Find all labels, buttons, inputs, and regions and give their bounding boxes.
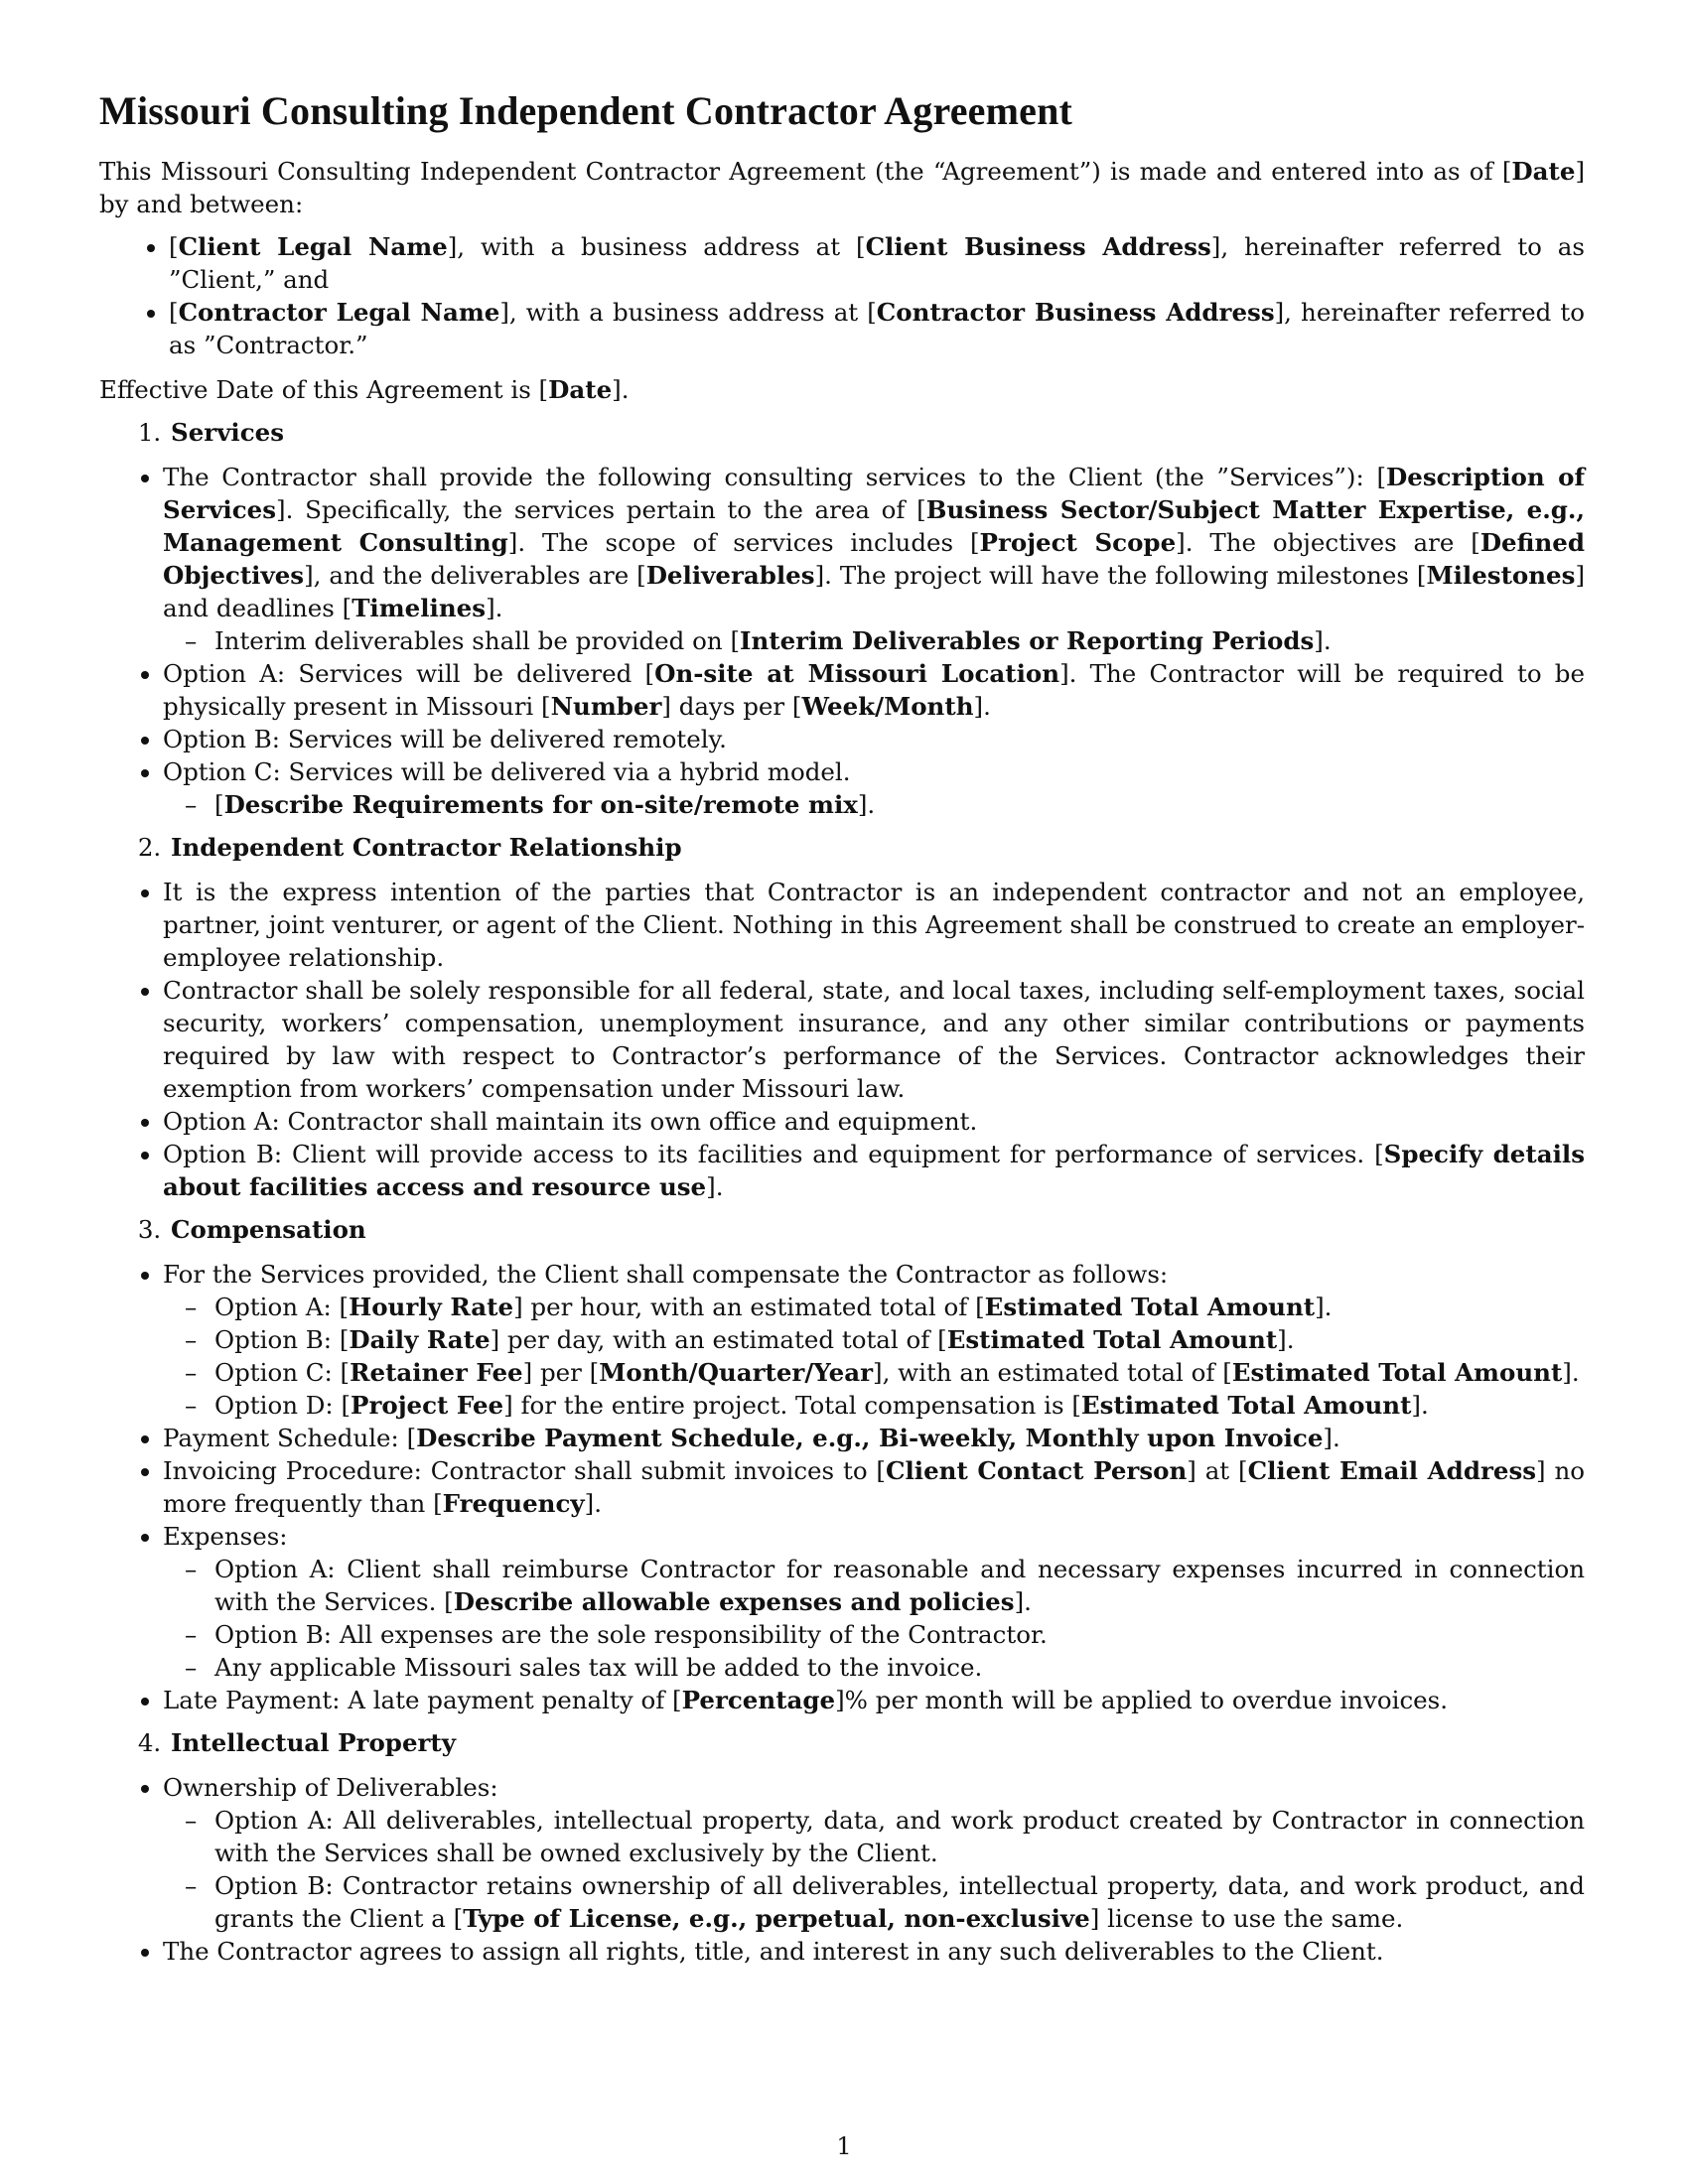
list-item: • Payment Schedule: [Describe Payment Schedule, e.g., Bi-weekly, Monthly upon Invoice]. — [163, 1422, 1585, 1454]
section-title: 2. Independent Contractor Relationship — [171, 833, 682, 862]
section-title: 3. Compensation — [171, 1215, 366, 1244]
list-item: • Option A: Services will be delivered [On-site at Missouri Location]. The Contractor will be required to be physically present in Missouri [Number] days per [Week/Month]. — [163, 657, 1585, 723]
section-independent-contractor — [163, 831, 1585, 1203]
list-item: – Any applicable Missouri sales tax will be added to the invoice. — [214, 1651, 1585, 1684]
document-title: Missouri Consulting Independent Contractor Agreement — [99, 88, 1073, 133]
list-item: – Option A: Client shall reimburse Contractor for reasonable and necessary expenses incurred in connection with the Services. [Describe allowable expenses and policies]. — [214, 1553, 1585, 1618]
list-item: • Expenses: – Option A: Client shall reimburse Contractor for reasonable and necessary expenses incurred in connection with the Services. [Describe allowable expenses and policies]. – Option B: All expenses are the sole responsibility of the Contractor. – Any applicable Missouri sales tax will be added to the invoice. — [163, 1520, 1585, 1684]
list-item: • For the Services provided, the Client shall compensate the Contractor as follows: – Option A: [Hourly Rate] per hour, with an estimated total of [Estimated Total Amount]. – Option B: [Daily Rate] per day, with an estimated total of [Estimated Total Amount]. – Option C: [Retainer Fee] per [Month/Quarter/Year], with an estimated total of [Estimated Total Amount]. – Option D: [Project Fee] for the entire project. Total compensation is [Estimated Total Amount]. — [163, 1258, 1585, 1422]
list-item: – Option A: All deliverables, intellectual property, data, and work product created by Contractor in connection with the Services shall be owned exclusively by the Client. — [214, 1804, 1585, 1869]
page-number: 1 — [836, 2132, 852, 2160]
section-intellectual-property — [163, 1726, 1585, 1968]
intro-paragraph: This Missouri Consulting Independent Contractor Agreement (the “Agreement”) is made and entered into as of [Date] by and between: — [99, 157, 1585, 218]
list-item: – Option A: [Hourly Rate] per hour, with an estimated total of [Estimated Total Amount]. — [214, 1291, 1585, 1323]
list-item: • Late Payment: A late payment penalty of [Percentage]% per month will be applied to overdue invoices. — [163, 1684, 1585, 1716]
list-item: • The Contractor agrees to assign all rights, title, and interest in any such deliverables to the Client. — [163, 1935, 1585, 1968]
section-title: 1. Services — [171, 418, 285, 447]
list-item: – Option C: [Retainer Fee] per [Month/Quarter/Year], with an estimated total of [Estimated Total Amount]. — [214, 1356, 1585, 1389]
list-item: – Option B: [Daily Rate] per day, with an estimated total of [Estimated Total Amount]. — [214, 1323, 1585, 1356]
list-item: – Interim deliverables shall be provided on [Interim Deliverables or Reporting Periods]. — [214, 624, 1585, 657]
list-item: • Invoicing Procedure: Contractor shall submit invoices to [Client Contact Person] at [Client Email Address] no more frequently than [Frequency]. — [163, 1454, 1585, 1520]
list-item: – Option B: Contractor retains ownership of all deliverables, intellectual property, data, and work product, and grants the Client a [Type of License, e.g., perpetual, non-exclusive] license to use the same. — [214, 1869, 1585, 1935]
list-item: – [Describe Requirements for on-site/remote mix]. — [214, 788, 1585, 821]
section-services — [163, 416, 1585, 821]
date-placeholder: Date — [1511, 157, 1576, 186]
list-item: • Option B: Services will be delivered remotely. — [163, 723, 1585, 755]
sections-list — [99, 416, 1585, 1968]
document-page — [99, 87, 1585, 1978]
party-client: • [Client Legal Name], with a business address at [Client Business Address], hereinafter referred to as ”Client,” and — [169, 230, 1585, 296]
list-item: • Contractor shall be solely responsible for all federal, state, and local taxes, including self-employment taxes, social security, workers’ compensation, unemployment insurance, and any other similar contributions or payments required by law with respect to Contractor’s performance of the Services. Contractor acknowledges their exemption from workers’ compensation under Missouri law. — [163, 974, 1585, 1105]
section-compensation — [163, 1213, 1585, 1716]
parties-list — [99, 230, 1585, 361]
list-item: • Ownership of Deliverables: – Option A: All deliverables, intellectual property, data, and work product created by Contractor in connection with the Services shall be owned exclusively by the Client. – Option B: Contractor retains ownership of all deliverables, intellectual property, data, and work product, and grants the Client a [Type of License, e.g., perpetual, non-exclusive] license to use the same. — [163, 1771, 1585, 1935]
list-item: • The Contractor shall provide the following consulting services to the Client (the ”Services”): [Description of Services]. Specifically, the services pertain to the area of [Business Sector/Subject Matter Expertise, e.g., Management Consulting]. The scope of services includes [Project Scope]. The objectives are [Defined Objectives], and the deliverables are [Deliverables]. The project will have the following milestones [Milestones] and deadlines [Timelines]. – Interim deliverables shall be provided on [Interim Deliverables or Reporting Periods]. — [163, 461, 1585, 657]
list-item: • It is the express intention of the parties that Contractor is an independent contractor and not an employee, partner, joint venturer, or agent of the Client. Nothing in this Agreement shall be construed to create an employer-employee relationship. — [163, 876, 1585, 974]
effective-date-line: Effective Date of this Agreement is [Date]. — [99, 375, 630, 404]
list-item: • Option B: Client will provide access to its facilities and equipment for performance of services. [Specify details about facilities access and resource use]. — [163, 1138, 1585, 1203]
list-item: – Option B: All expenses are the sole responsibility of the Contractor. — [214, 1618, 1585, 1651]
list-item: • Option A: Contractor shall maintain its own office and equipment. — [163, 1105, 1585, 1138]
list-item: – Option D: [Project Fee] for the entire project. Total compensation is [Estimated Total Amount]. — [214, 1389, 1585, 1422]
list-item: • Option C: Services will be delivered via a hybrid model. – [Describe Requirements for on-site/remote mix]. — [163, 755, 1585, 821]
party-contractor: • [Contractor Legal Name], with a business address at [Contractor Business Address], hereinafter referred to as ”Contractor.” — [169, 296, 1585, 361]
section-title: 4. Intellectual Property — [171, 1728, 456, 1757]
